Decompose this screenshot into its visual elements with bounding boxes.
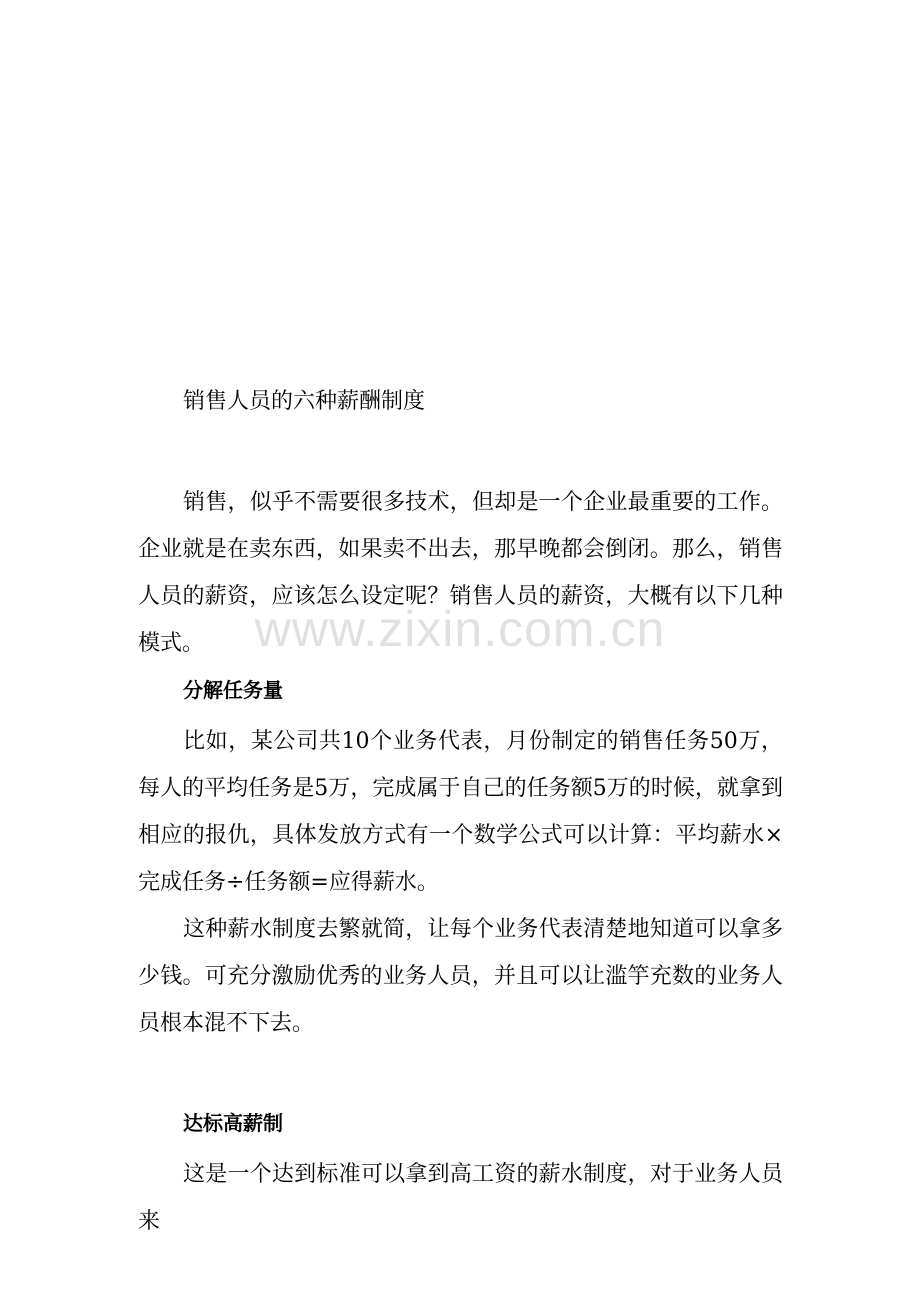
section-paragraph: 比如，某公司共10个业务代表，月份制定的销售任务50万，每人的平均任务是5万，完成属于自己的任务额5万的时候，就拿到相应的报仇，具体发放方式有一个数学公式可以计算：平均薪水×完成任务÷任务额=应得薪水。	[138, 729, 783, 895]
document-title: 销售人员的六种薪酬制度	[183, 389, 426, 414]
section-heading: 分解任务量	[183, 678, 283, 702]
section-paragraph: 这是一个达到标准可以拿到高工资的薪水制度，对于业务人员来	[138, 1162, 783, 1234]
intro-paragraph: 销售，似乎不需要很多技术，但却是一个企业最重要的工作。企业就是在卖东西，如果卖不出去，那早晚都会倒闭。那么，销售人员的薪资，应该怎么设定呢？销售人员的薪资，大概有以下几种模式。	[138, 490, 783, 656]
section-paragraph: 这种薪水制度去繁就简，让每个业务代表清楚地知道可以拿多少钱。可充分激励优秀的业务人员，并且可以让滥竽充数的业务人员根本混不下去。	[138, 917, 783, 1036]
watermark: www.zixin.com.cn	[254, 601, 666, 657]
section-heading: 达标高薪制	[183, 1111, 283, 1135]
